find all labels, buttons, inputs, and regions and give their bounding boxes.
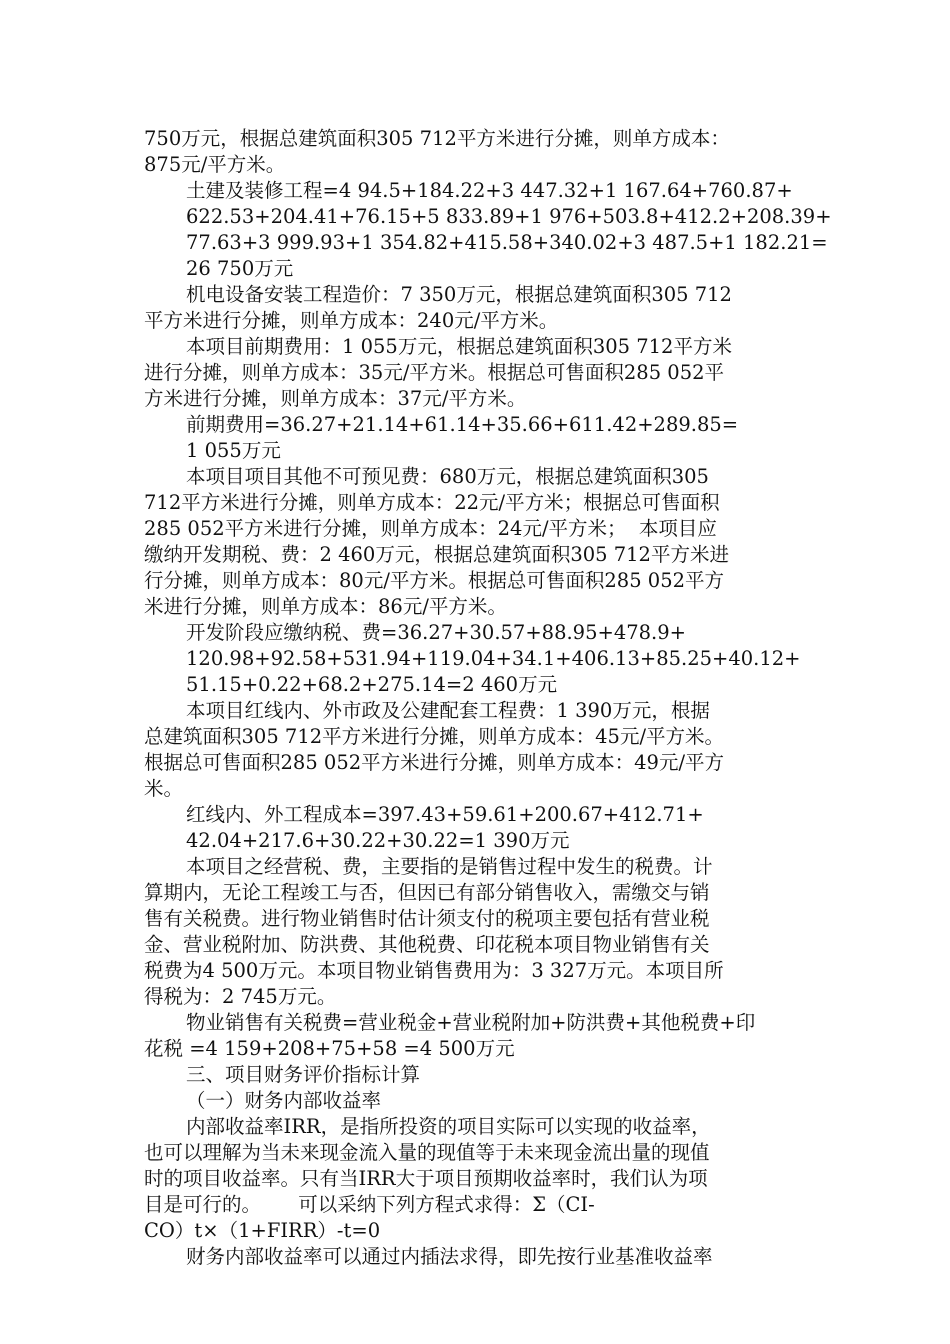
text-line: 26 750万元 [186,257,294,280]
text-line: 米。 [144,777,184,800]
text-line: 花税 =4 159+208+75+58 =4 500万元 [144,1037,515,1060]
text-line: 算期内，无论工程竣工与否，但因已有部分销售收入，需缴交与销 [144,881,710,904]
text-line: 物业销售有关税费=营业税金+营业税附加+防洪费+其他税费+印 [186,1011,756,1034]
text-line: 时的项目收益率。只有当IRR大于项目预期收益率时，我们认为项 [144,1167,708,1190]
text-line: 本项目前期费用：1 055万元，根据总建筑面积305 712平方米 [186,335,732,358]
text-line: 得税为：2 745万元。 [144,985,337,1008]
text-line: 机电设备安装工程造价：7 350万元，根据总建筑面积305 712 [186,283,732,306]
text-line: 总建筑面积305 712平方米进行分摊，则单方成本：45元/平方米。 [144,725,725,748]
text-line: 本项目之经营税、费，主要指的是销售过程中发生的税费。计 [186,855,713,878]
text-line: 1 055万元 [186,439,281,462]
text-line: 77.63+3 999.93+1 354.82+415.58+340.02+3 487.5+1 182.21= [186,231,828,254]
text-line: 内部收益率IRR，是指所投资的项目实际可以实现的收益率， [186,1115,711,1138]
text-line: 进行分摊，则单方成本：35元/平方米。根据总可售面积285 052平 [144,361,725,384]
text-line: 51.15+0.22+68.2+275.14=2 460万元 [186,673,558,696]
text-line: 875元/平方米。 [144,153,286,176]
text-line: 金、营业税附加、防洪费、其他税费、印花税本项目物业销售有关 [144,933,710,956]
text-line: 622.53+204.41+76.15+5 833.89+1 976+503.8+412.2+208.39+ [186,205,832,228]
formula-line: CO）t×（1+FIRR）-t=0 [144,1219,381,1242]
text-line: 本项目红线内、外市政及公建配套工程费：1 390万元，根据 [186,699,710,722]
text-line: 平方米进行分摊，则单方成本：240元/平方米。 [144,309,559,332]
section-heading: 三、项目财务评价指标计算 [186,1063,421,1086]
text-line: 712平方米进行分摊，则单方成本：22元/平方米；根据总可售面积 [144,491,720,514]
text-line: 售有关税费。进行物业销售时估计须支付的税项主要包括有营业税 [144,907,710,930]
text-line: 财务内部收益率可以通过内插法求得，即先按行业基准收益率 [186,1245,713,1268]
text-line: 缴纳开发期税、费：2 460万元，根据总建筑面积305 712平方米进 [144,543,729,566]
text-line: 285 052平方米进行分摊，则单方成本：24元/平方米； 本项目应 [144,517,717,540]
text-line: 米进行分摊，则单方成本：86元/平方米。 [144,595,507,618]
text-line: 本项目项目其他不可预见费：680万元，根据总建筑面积305 [186,465,709,488]
subsection-heading: （一）财务内部收益率 [186,1089,382,1112]
text-line: 行分摊，则单方成本：80元/平方米。根据总可售面积285 052平方 [144,569,725,592]
text-line: 42.04+217.6+30.22+30.22=1 390万元 [186,829,570,852]
text-line: 目是可行的。 可以采纳下列方程式求得：Σ（CI- [144,1193,595,1216]
text-line: 方米进行分摊，则单方成本：37元/平方米。 [144,387,527,410]
text-line: 开发阶段应缴纳税、费=36.27+30.57+88.95+478.9+ [186,621,686,644]
text-line: 120.98+92.58+531.94+119.04+34.1+406.13+85.25+40.12+ [186,647,801,670]
text-line: 土建及装修工程=4 94.5+184.22+3 447.32+1 167.64+760.87+ [186,179,793,202]
text-line: 前期费用=36.27+21.14+61.14+35.66+611.42+289.85= [186,413,739,436]
text-line: 也可以理解为当未来现金流入量的现值等于未来现金流出量的现值 [144,1141,710,1164]
text-line: 红线内、外工程成本=397.43+59.61+200.67+412.71+ [186,803,704,826]
text-line: 750万元，根据总建筑面积305 712平方米进行分摊，则单方成本： [144,127,730,150]
text-line: 根据总可售面积285 052平方米进行分摊，则单方成本：49元/平方 [144,751,725,774]
text-line: 税费为4 500万元。本项目物业销售费用为：3 327万元。本项目所 [144,959,724,982]
